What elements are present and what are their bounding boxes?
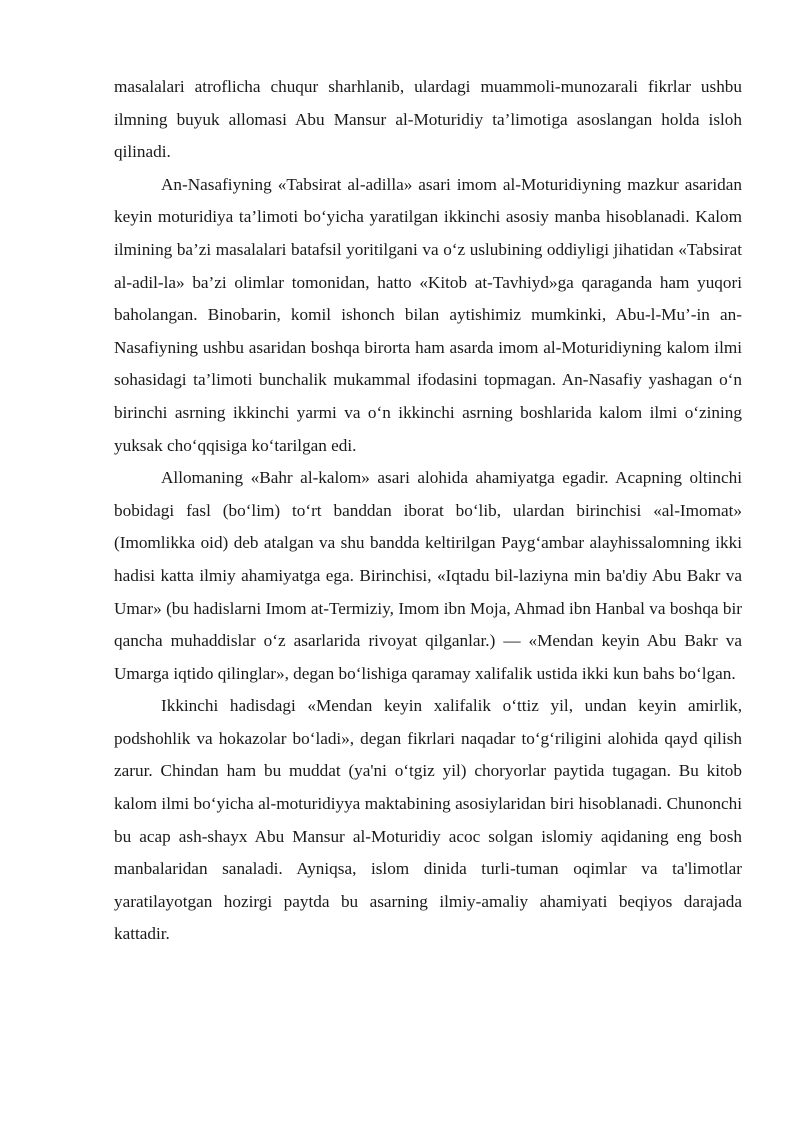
paragraph-continuation: masalalari atroflicha chuqur sharhlanib, ulardagi muammoli-munozarali fikrlar ushbu ilmning buyuk allomasi Abu Mansur al-Moturidiy ta’limotiga asoslangan holda isloh qilinadi. bbox=[114, 77, 742, 162]
document-page bbox=[114, 71, 742, 951]
paragraph-tabsirat: An-Nasafiyning «Tabsirat al-adilla» asari imom al-Moturidiyning mazkur asaridan keyin moturidiya ta’limoti bo‘yicha yaratilgan ikkinchi asosiy manba hisoblanadi. Kalom ilmining ba’zi masalalari batafsil yoritilgani va o‘z uslubining oddiyligi jihatidan «Tabsirat al-adil-la» ba’zi olimlar tomonidan, hatto «Kitob at-Tavhiyd»ga qaraganda ham yuqori baholangan. Binobarin, komil ishonch bilan aytishimiz mumkinki, Abu-l-Mu’-in an-Nasafiyning ushbu asaridan boshqa birorta ham asarda imom al-Moturidiyning kalom ilmi sohasidagi ta’limoti bunchalik mukammal ifodasini topmagan. An-Nasafiy yashagan o‘n birinchi asrning ikkinchi yarmi va o‘n ikkinchi asrning boshlarida kalom ilmi o‘zining yuksak cho‘qqisiga ko‘tarilgan edi. bbox=[114, 174, 742, 455]
paragraph-second-hadith: Ikkinchi hadisdagi «Mendan keyin xalifalik o‘ttiz yil, undan keyin amirlik, podshohlik va hokazolar bo‘ladi», degan fikrlari naqadar to‘g‘riligini alohida qayd qilish zarur. Chindan ham bu muddat (ya'ni o‘tgiz yil) choryorlar paytida tugagan. Bu kitob kalom ilmi bo‘yicha al-moturidiyya maktabining asosiylaridan biri hisoblanadi. Chunonchi bu acap ash-shayx Abu Mansur al-Moturidiy acoc solgan islomiy aqidaning eng bosh manbalaridan sanaladi. Ayniqsa, islom dinida turli-tuman oqimlar va ta'limotlar yaratilayotgan hozirgi paytda bu asarning ilmiy-amaliy ahamiyati beqiyos darajada kattadir. bbox=[114, 696, 742, 944]
paragraph-bahr-al-kalom: Allomaning «Bahr al-kalom» asari alohida ahamiyatga egadir. Acapning oltinchi bobidagi fasl (bo‘lim) to‘rt banddan iborat bo‘lib, ulardan birinchisi «al-Imomat» (Imomlikka oid) deb atalgan va shu bandda keltirilgan Payg‘ambar alayhissalomning ikki hadisi katta ilmiy ahamiyatga ega. Birinchisi, «Iqtadu bil-laziyna min ba'diy Abu Bakr va Umar» (bu hadislarni Imom at-Termiziy, Imom ibn Moja, Ahmad ibn Hanbal va boshqa bir qancha muhaddislar o‘z asarlarida rivoyat qilganlar.) — «Mendan keyin Abu Bakr va Umarga iqtido qilinglar», degan bo‘lishiga qaramay xalifalik ustida ikki kun bahs bo‘lgan. bbox=[114, 468, 742, 683]
